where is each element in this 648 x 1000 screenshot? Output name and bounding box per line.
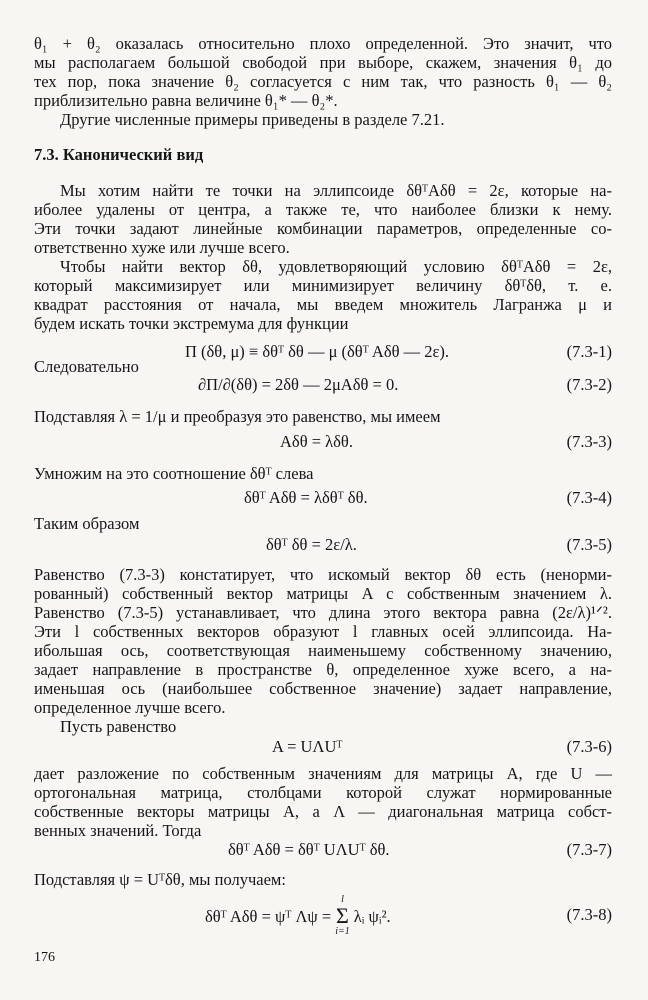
text-line: задает направление в пространстве θ, определенное хуже всего, а на- [34,660,612,679]
sum-upper-limit: l [341,894,344,905]
text-line: определенное лучше всего. [34,698,226,717]
equation-number: (7.3-6) [566,737,612,756]
equation-number: (7.3-7) [566,840,612,859]
equation-part: λᵢ ψᵢ². [353,906,391,926]
text-line: дает разложение по собственным значениям для матрицы A, где U — [34,764,612,783]
section-heading: 7.3. Канонический вид [34,145,204,164]
equation [205,895,391,937]
equation-number: (7.3-5) [566,535,612,554]
text-line: Равенство (7.3-3) констатирует, что искомый вектор δθ есть (ненорми- [34,565,612,584]
text-line: Пусть равенство [60,717,177,736]
text-line: θ₁ + θ₂ оказалась относительно плохо определенной. Это значит, что [34,34,612,53]
equation-number: (7.3-4) [566,488,612,507]
sum-operator [335,895,350,937]
sum-lower-limit: i=1 [335,926,350,937]
equation-part: δθᵀ Aδθ = ψᵀ Λψ = [205,906,332,926]
text-line: Таким образом [34,514,140,533]
text-line: Подставляя ψ = Uᵀδθ, мы получаем: [34,870,286,889]
equation-number: (7.3-3) [566,432,612,451]
text-line: Равенство (7.3-5) устанавливает, что длина этого вектора равна (2ε/λ)¹ᐟ². [34,603,612,622]
equation: δθᵀ Aδθ = δθᵀ UΛUᵀ δθ. [228,840,390,859]
text-line: мы располагаем большой свободой при выборе, скажем, значения θ₁ до [34,53,612,72]
text-line: Умножим на это соотношение δθᵀ слева [34,464,314,483]
text-line: ортогональная матрица, столбцами которой служат нормированные [34,783,612,802]
text-line: иболее удалены от центра, а также те, что наиболее близки к нему. [34,200,612,219]
page-number: 176 [34,950,55,965]
text-line: ибольшая ось, соответствующая наименьшему собственному значению, [34,641,612,660]
text-line: Чтобы найти вектор δθ, удовлетворяющий условию δθᵀAδθ = 2ε, [60,257,612,276]
equation: δθᵀ δθ = 2ε/λ. [266,535,357,554]
text-line: квадрат расстояния от начала, мы введем множитель Лагранжа μ и [34,295,612,314]
text-line: который максимизирует или минимизирует величину δθᵀδθ, т. е. [34,276,612,295]
text-line: ответственно хуже или лучше всего. [34,238,290,257]
text-line: венных значений. Тогда [34,821,202,840]
text-line: именьшая ось (наибольшее собственное значение) задает направление, [34,679,612,698]
text-line: Мы хотим найти те точки на эллипсоиде δθᵀAδθ = 2ε, которые на- [60,181,612,200]
text-line: собственные векторы матрицы A, а Λ — диагональная матрица собст- [34,802,612,821]
text-line: Другие численные примеры приведены в разделе 7.21. [60,110,445,129]
text-line: Подставляя λ = 1/μ и преобразуя это равенство, мы имеем [34,407,441,426]
equation: ∂Π/∂(δθ) = 2δθ — 2μAδθ = 0. [198,375,399,394]
sigma-symbol: Σ [336,903,349,928]
text-line: тех пор, пока значение θ₂ согласуется с ним так, что разность θ₁ — θ₂ [34,72,612,91]
text-line: Эти l собственных векторов образуют l главных осей эллипсоида. На- [34,622,612,641]
equation: Π (δθ, μ) ≡ δθᵀ δθ — μ (δθᵀ Aδθ — 2ε). [185,342,450,361]
equation: Aδθ = λδθ. [280,432,353,451]
equation-number: (7.3-8) [566,905,612,924]
equation: δθᵀ Aδθ = λδθᵀ δθ. [244,488,368,507]
equation-number: (7.3-1) [566,342,612,361]
text-line: приблизительно равна величине θ₁* — θ₂*. [34,91,338,110]
text-line: Эти точки задают линейные комбинации параметров, определенные со- [34,219,612,238]
equation: A = UΛUᵀ [272,737,343,756]
equation-number: (7.3-2) [566,375,612,394]
text-line: рованный) собственный вектор матрицы A с собственным значением λ. [34,584,612,603]
text-line: будем искать точки экстремума для функции [34,314,349,333]
text-line: Следовательно [34,357,139,376]
